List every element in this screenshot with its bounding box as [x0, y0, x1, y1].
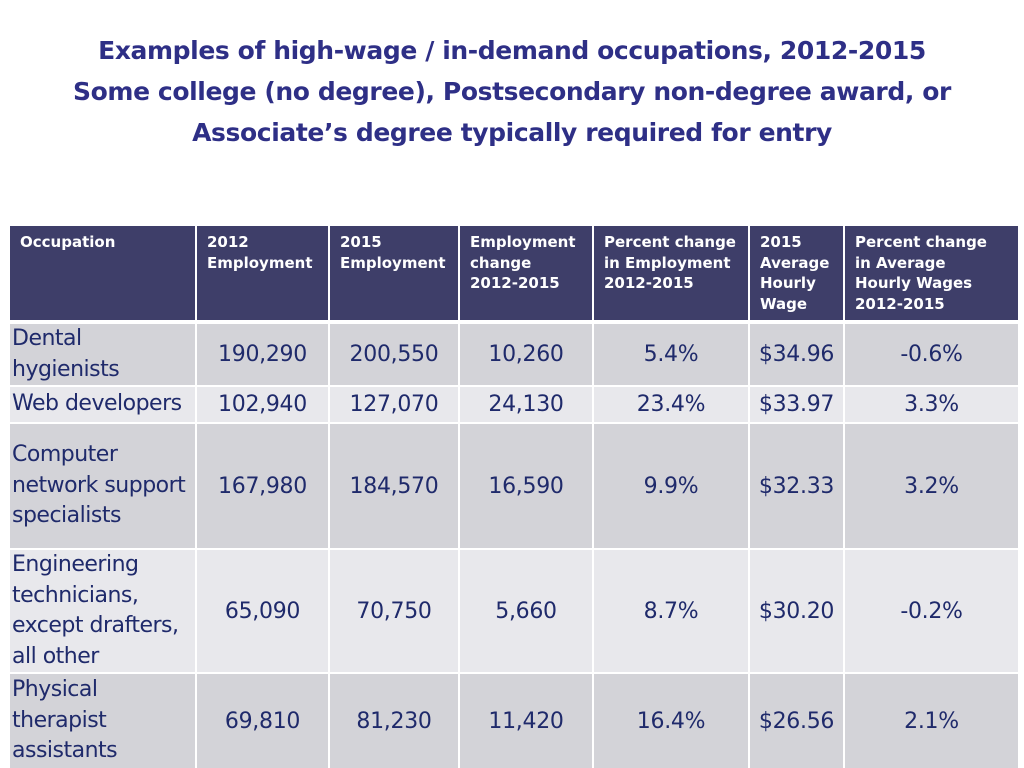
employment-2015-cell: 127,070 — [329, 386, 459, 423]
title-line-3: Associate’s degree typically required for entry — [192, 118, 832, 147]
percent-change-employment-cell: 8.7% — [593, 549, 749, 673]
table-row — [10, 549, 1018, 673]
occupation-cell: Physical therapist assistants — [10, 673, 196, 768]
occupations-table — [10, 226, 1018, 768]
percent-change-employment-cell: 16.4% — [593, 673, 749, 768]
percent-change-employment-cell: 9.9% — [593, 423, 749, 549]
occupation-cell: Web developers — [10, 386, 196, 423]
hourly-wage-cell: $34.96 — [749, 322, 844, 386]
employment-2012-cell: 69,810 — [196, 673, 329, 768]
header-occupation: Occupation — [10, 226, 196, 322]
employment-2012-cell: 65,090 — [196, 549, 329, 673]
employment-change-cell: 5,660 — [459, 549, 593, 673]
table-row — [10, 386, 1018, 423]
hourly-wage-cell: $26.56 — [749, 673, 844, 768]
header-percent-change-employment: Percent change in Employment 2012-2015 — [593, 226, 749, 322]
employment-2015-cell: 200,550 — [329, 322, 459, 386]
hourly-wage-cell: $30.20 — [749, 549, 844, 673]
percent-change-wages-cell: 3.2% — [844, 423, 1018, 549]
header-percent-change-wages: Percent change in Average Hourly Wages 2012-2015 — [844, 226, 1018, 322]
hourly-wage-cell: $32.33 — [749, 423, 844, 549]
employment-2015-cell: 70,750 — [329, 549, 459, 673]
occupation-cell: Engineering technicians, except drafters, all other — [10, 549, 196, 673]
title-line-2: Some college (no degree), Postsecondary non-degree award, or — [73, 77, 951, 106]
occupation-cell: Dental hygienists — [10, 322, 196, 386]
table-row — [10, 423, 1018, 549]
occupation-cell: Computer network support specialists — [10, 423, 196, 549]
percent-change-wages-cell: 3.3% — [844, 386, 1018, 423]
percent-change-employment-cell: 23.4% — [593, 386, 749, 423]
employment-2015-cell: 184,570 — [329, 423, 459, 549]
percent-change-wages-cell: 2.1% — [844, 673, 1018, 768]
employment-change-cell: 24,130 — [459, 386, 593, 423]
employment-change-cell: 16,590 — [459, 423, 593, 549]
header-2015-employment: 2015 Employment — [329, 226, 459, 322]
table-row — [10, 322, 1018, 386]
header-employment-change: Employment change 2012-2015 — [459, 226, 593, 322]
percent-change-employment-cell: 5.4% — [593, 322, 749, 386]
table-row — [10, 673, 1018, 768]
title-line-1: Examples of high-wage / in-demand occupations, 2012-2015 — [98, 36, 926, 65]
percent-change-wages-cell: -0.6% — [844, 322, 1018, 386]
hourly-wage-cell: $33.97 — [749, 386, 844, 423]
employment-2012-cell: 190,290 — [196, 322, 329, 386]
header-row — [10, 226, 1018, 322]
percent-change-wages-cell: -0.2% — [844, 549, 1018, 673]
employment-change-cell: 10,260 — [459, 322, 593, 386]
employment-2012-cell: 167,980 — [196, 423, 329, 549]
header-2012-employment: 2012 Employment — [196, 226, 329, 322]
slide-title — [0, 30, 1024, 153]
employment-2015-cell: 81,230 — [329, 673, 459, 768]
header-2015-hourly-wage: 2015 Average Hourly Wage — [749, 226, 844, 322]
employment-2012-cell: 102,940 — [196, 386, 329, 423]
employment-change-cell: 11,420 — [459, 673, 593, 768]
